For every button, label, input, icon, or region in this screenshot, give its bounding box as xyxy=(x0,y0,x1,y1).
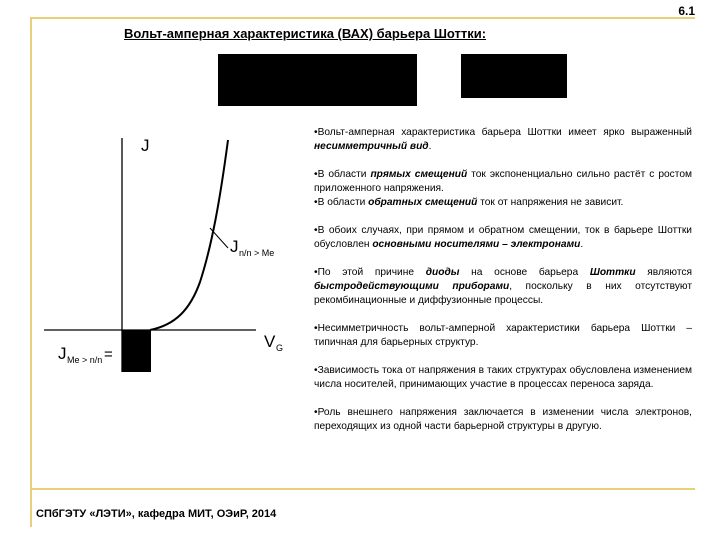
bullet-list xyxy=(314,126,692,434)
bullet-text: . xyxy=(580,239,584,250)
slide-title: Вольт-амперная характеристика (ВАХ) барьера Шоттки: xyxy=(124,26,487,41)
reverse-current-subscript: Me > n/n xyxy=(67,355,103,365)
reverse-current-equals: = xyxy=(104,346,113,363)
bullet-text: •В обоих случаях, при прямом и обратном смещении, ток в барьере Шоттки обусловлен xyxy=(314,225,692,250)
curve-label: J xyxy=(230,237,239,256)
bullet-item xyxy=(314,322,692,350)
bullet-text: •Зависимость тока от напряжения в таких структурах обусловлена изменением числа носителей, принимающих участие в процессах переноса заряда. xyxy=(314,365,692,390)
x-axis-label: V xyxy=(264,332,276,351)
reverse-current-label: J xyxy=(58,344,67,363)
bullet-emphasis: несимметричный вид xyxy=(314,141,429,152)
bullet-emphasis: основными носителями – электронами xyxy=(372,239,581,250)
bullet-text: . xyxy=(428,141,432,152)
bullet-text: на основе барьера xyxy=(459,267,590,278)
reverse-current-block xyxy=(122,330,151,372)
bullet-text: ток экспоненциально сильно растёт с ростом приложенного напряжения. xyxy=(314,169,692,194)
bullet-text: •В области xyxy=(314,169,371,180)
bullet-item xyxy=(314,126,692,154)
bullet-text: ток от напряжения не зависит. xyxy=(477,197,624,208)
bullet-item xyxy=(314,266,692,308)
bullet-emphasis: быстродействующими приборами xyxy=(314,281,510,292)
x-axis-subscript: G xyxy=(276,343,284,353)
bullet-text: •В области xyxy=(314,197,369,208)
bullet-item xyxy=(314,224,692,252)
bullet-text: , поскольку в них отсутствуют рекомбинационные и диффузионные процессы. xyxy=(314,281,692,306)
bullet-emphasis: прямых смещений xyxy=(370,169,468,180)
bullet-item xyxy=(314,168,692,196)
bullet-text: •Роль внешнего напряжения заключается в изменении числа электронов, переходящих из одной части барьерной структуры в другую. xyxy=(314,407,692,432)
bullet-item xyxy=(314,196,692,210)
bullet-text: являются xyxy=(635,267,692,278)
footer-credit: СПбГЭТУ «ЛЭТИ», кафедра МИТ, ОЭиР, 2014 xyxy=(36,508,277,520)
bullet-emphasis: диоды xyxy=(425,267,460,278)
bullet-emphasis: Шоттки xyxy=(589,267,636,278)
bullet-item xyxy=(314,364,692,392)
bullet-text: •Несимметричность вольт-амперной характеристики барьера Шоттки – типичная для барьерных структур. xyxy=(314,323,692,348)
curve-label-pointer xyxy=(210,228,228,248)
page-number: 6.1 xyxy=(678,4,695,18)
bullet-item xyxy=(314,406,692,434)
bullet-emphasis: обратных смещений xyxy=(368,197,478,208)
bullet-text: •Вольт-амперная характеристика барьера Шоттки имеет ярко выраженный xyxy=(314,127,692,138)
bullet-text: •По этой причине xyxy=(314,267,426,278)
curve-label-subscript: n/n > Me xyxy=(239,248,275,258)
y-axis-label: J xyxy=(141,136,150,155)
